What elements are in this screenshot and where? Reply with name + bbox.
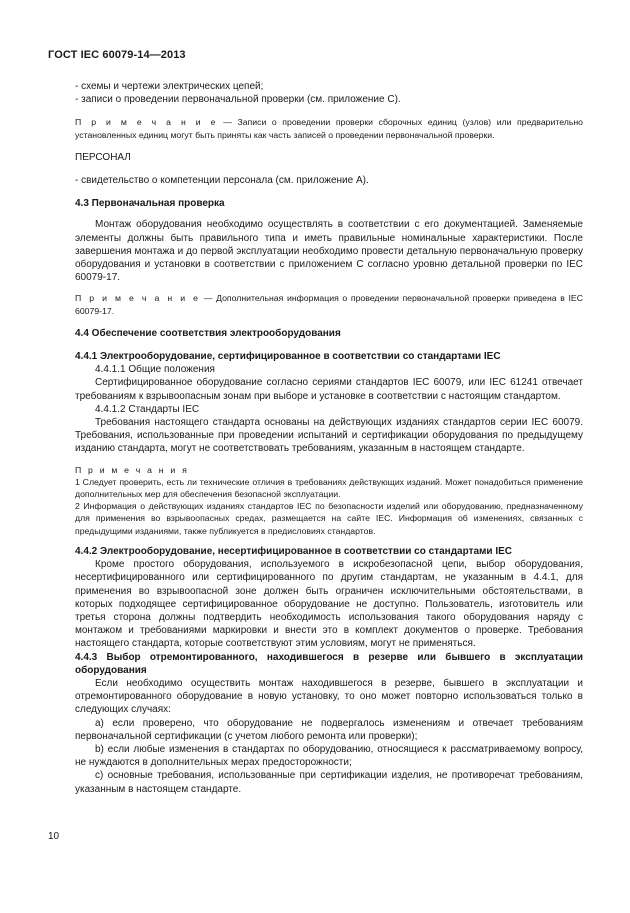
list-item: с) основные требования, использованные при сертификации изделия, не противоречат требованиям, указанным в настоящем стандарте. (75, 770, 583, 795)
notes-heading: П р и м е ч а н и я (75, 464, 189, 475)
list-item: а) если проверено, что оборудование не подвергалось изменениям и отвечает требованиям первоначальной сертификации (с учетом любого ремонта или проверки); (75, 717, 583, 742)
section-4-4-2-text: Кроме простого оборудования, используемого в искробезопасной цепи, выбор оборудования, несертифицированного или сертифицированного по другим стандартам, не указанным в 4.4.1, для применения во взрывоопасной зоне должен быть ограничен исключительными обстоятельствами, в которых подходящее сертифицированное оборудование не доступно. Пользователь, изготовитель или третья сторона должны подтвердить необходимость использования такого оборудования наряду с монтажом и требованиями маркировки и внести это в комплект документов о проверке. Требования настоящего стандарта, которые соответствуют этим условиям, могут не применяться. (75, 559, 583, 650)
section-4-4-2-heading: 4.4.2 Электрооборудование, несертифицированное в соответствии со стандартами IEC (75, 545, 513, 557)
section-4-4-1-2-heading: 4.4.1.2 Стандарты IEC (95, 403, 200, 415)
document-header: ГОСТ IEC 60079-14—2013 (48, 49, 186, 61)
note-item: 2 Информация о действующих изданиях стандартов IEC по безопасности изделий или оборудованию, предназначенному для применения во взрывоопасных средах, размещается на сайте IEC. Информация об изменениях, связанных с предыдущими изданиями, также публикуется в предисловиях стандартов. (75, 501, 583, 536)
section-4-4-heading: 4.4 Обеспечение соответствия электрооборудования (75, 327, 341, 339)
section-4-4-1-2-text: Требования настоящего стандарта основаны на действующих изданиях стандартов серии IEC 60079. Требования, использованные при проведении испытаний и сертификации оборудования по предыдущему изданию стандарта, могут не соответствовать требованиям, указанным в настоящем стандарте. (75, 417, 583, 455)
note-text: — Дополнительная информация о проведении первоначальной проверки приведена в IEC 60079-17. (75, 293, 583, 316)
section-4-4-1-heading: 4.4.1 Электрооборудование, сертифицированное в соответствии со стандартами IEC (75, 351, 501, 363)
section-4-4-1-1-text: Сертифицированное оборудование согласно сериями стандартов IEC 60079, или IEC 61241 отвечает требованиям к взрывоопасным зонам при выборе и установке в соответствии с настоящим стандартом. (75, 377, 583, 402)
section-4-4-3-text: Если необходимо осуществить монтаж находившегося в резерве, бывшего в эксплуатации и отремонтированного оборудование в новую установку, то оно может повторно использоваться только в следующих случаях: (75, 677, 583, 716)
page-content (75, 80, 583, 796)
section-4-4-3-heading: 4.4.3 Выбор отремонтированного, находившегося в резерве или бывшего в эксплуатации оборудования (75, 651, 583, 676)
note-label: П р и м е ч а н и е (75, 117, 218, 128)
list-item: - схемы и чертежи электрических цепей; (75, 81, 264, 92)
list-item: - записи о проведении первоначальной проверки (см. приложение С). (75, 94, 401, 106)
personnel-heading: ПЕРСОНАЛ (75, 151, 131, 163)
section-4-3-text: Монтаж оборудования необходимо осуществлять в соответствии с его документацией. Заменяемые элементы должны быть правильного типа и иметь правильные номинальные характеристики. После завершения монтажа и до первой эксплуатации необходимо провести детальную первоначальную проверку оборудования и установки в соответствии с приложением С согласно уровню детальной проверки по IEC 60079-17. (75, 219, 583, 284)
list-item: b) если любые изменения в стандартах по оборудованию, относящиеся к рассматриваемому вопросу, не нуждаются в дополнительных мерах предосторожности; (75, 743, 583, 769)
section-4-3-heading: 4.3 Первоначальная проверка (75, 198, 225, 210)
note-text: — Записи о проведении проверки сборочных единиц (узлов) или предварительно установленных единиц могут быть приняты как часть записей о проведении первоначальной проверки. (75, 117, 583, 140)
personnel-item: - свидетельство о компетенции персонала (см. приложение А). (75, 175, 369, 187)
note-item: 1 Следует проверить, есть ли технические отличия в требованиях действующих изданий. Может понадобиться применение дополнительных мер для обеспечения безопасной эксплуатации. (75, 476, 583, 500)
note-label: П р и м е ч а н и е (75, 293, 201, 304)
note-additional-info (75, 292, 583, 316)
section-4-4-1-1-heading: 4.4.1.1 Общие положения (95, 364, 215, 376)
note-initial-check-records (75, 116, 583, 140)
page-number: 10 (48, 831, 60, 842)
